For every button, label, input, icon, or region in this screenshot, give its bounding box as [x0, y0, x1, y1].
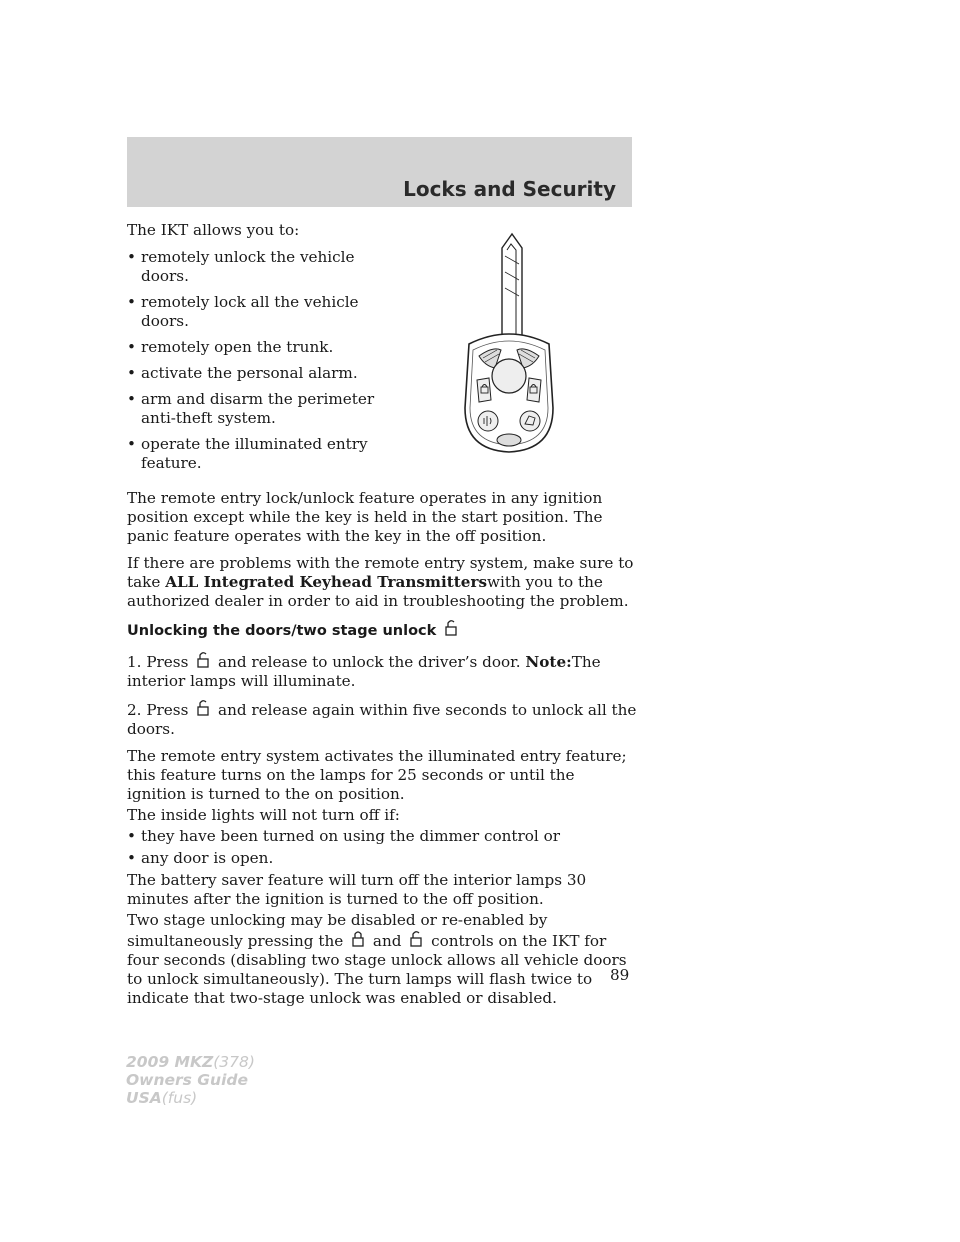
key-fob-icon — [455, 228, 563, 460]
footer-edition — [126, 1053, 255, 1107]
paragraph-two-stage: Two stage unlocking may be disabled or re-enabled by simultaneously pressing the and controls on the IKT for four seconds (disabling two stage unlock allows all vehicle doors to unlock simultaneously). The turn lamps will flash twice to indicate that two-stage unlock was enabled or disabled. — [127, 911, 627, 1007]
header-band — [127, 137, 632, 207]
section-title: Locks and Security — [403, 177, 616, 201]
intro-lead: The IKT allows you to: — [127, 221, 300, 239]
paragraph-battery-saver: The battery saver feature will turn off the interior lamps 30 minutes after the ignition is turned to the off position. — [127, 871, 587, 908]
unlock-icon — [443, 619, 459, 637]
paragraph-troubleshooting: If there are problems with the remote entry system, make sure to take ALL Integrated Keyhead Transmitterswith you to the authorized dealer in order to aid in troubleshooting the problem. — [127, 554, 634, 610]
paragraph-illuminated-entry: The remote entry system activates the illuminated entry feature; this feature turns on the lamps for 25 seconds or until the ignition is turned to the on position. — [127, 747, 627, 803]
lock-icon — [350, 930, 366, 948]
intro-section — [127, 221, 387, 480]
list-item: • activate the personal alarm. — [127, 364, 387, 383]
list-item: • operate the illuminated entry feature. — [127, 435, 387, 473]
page-number: 89 — [610, 966, 630, 984]
unlock-icon — [195, 651, 211, 669]
list-item: • they have been turned on using the dimmer control or — [127, 827, 637, 846]
bold-ikt: ALL Integrated Keyhead Transmitters — [165, 573, 488, 591]
note-label: Note: — [525, 653, 572, 671]
main-body — [127, 489, 637, 1016]
unlock-icon — [408, 930, 424, 948]
paragraph-remote-entry: The remote entry lock/unlock feature operates in any ignition position except while the key is held in the start position. The panic feature operates with the key in the off position. — [127, 489, 603, 545]
footer-region: USA — [126, 1089, 162, 1107]
ikt-feature-list — [127, 248, 387, 473]
unlock-icon — [195, 699, 211, 717]
list-item: • remotely open the trunk. — [127, 338, 387, 357]
footer-model-code: (378) — [213, 1053, 255, 1071]
subheading-unlocking: Unlocking the doors/two stage unlock — [127, 619, 637, 641]
inside-lights-list — [127, 827, 637, 868]
step-1: 1. Press and release to unlock the driver’s door. Note:The interior lamps will illuminate. — [127, 653, 601, 690]
list-item: • remotely lock all the vehicle doors. — [127, 293, 387, 331]
footer-region-code: (fus) — [161, 1089, 198, 1107]
list-item: • any door is open. — [127, 849, 637, 868]
paragraph-inside-lights: The inside lights will not turn off if: — [127, 806, 400, 824]
footer-guide: Owners Guide — [126, 1071, 248, 1089]
list-item: • arm and disarm the perimeter anti-theft system. — [127, 390, 387, 428]
key-fob-illustration — [455, 228, 563, 460]
step-2: 2. Press and release again within five seconds to unlock all the doors. — [127, 701, 637, 738]
list-item: • remotely unlock the vehicle doors. — [127, 248, 387, 286]
footer-model: 2009 MKZ — [126, 1053, 214, 1071]
